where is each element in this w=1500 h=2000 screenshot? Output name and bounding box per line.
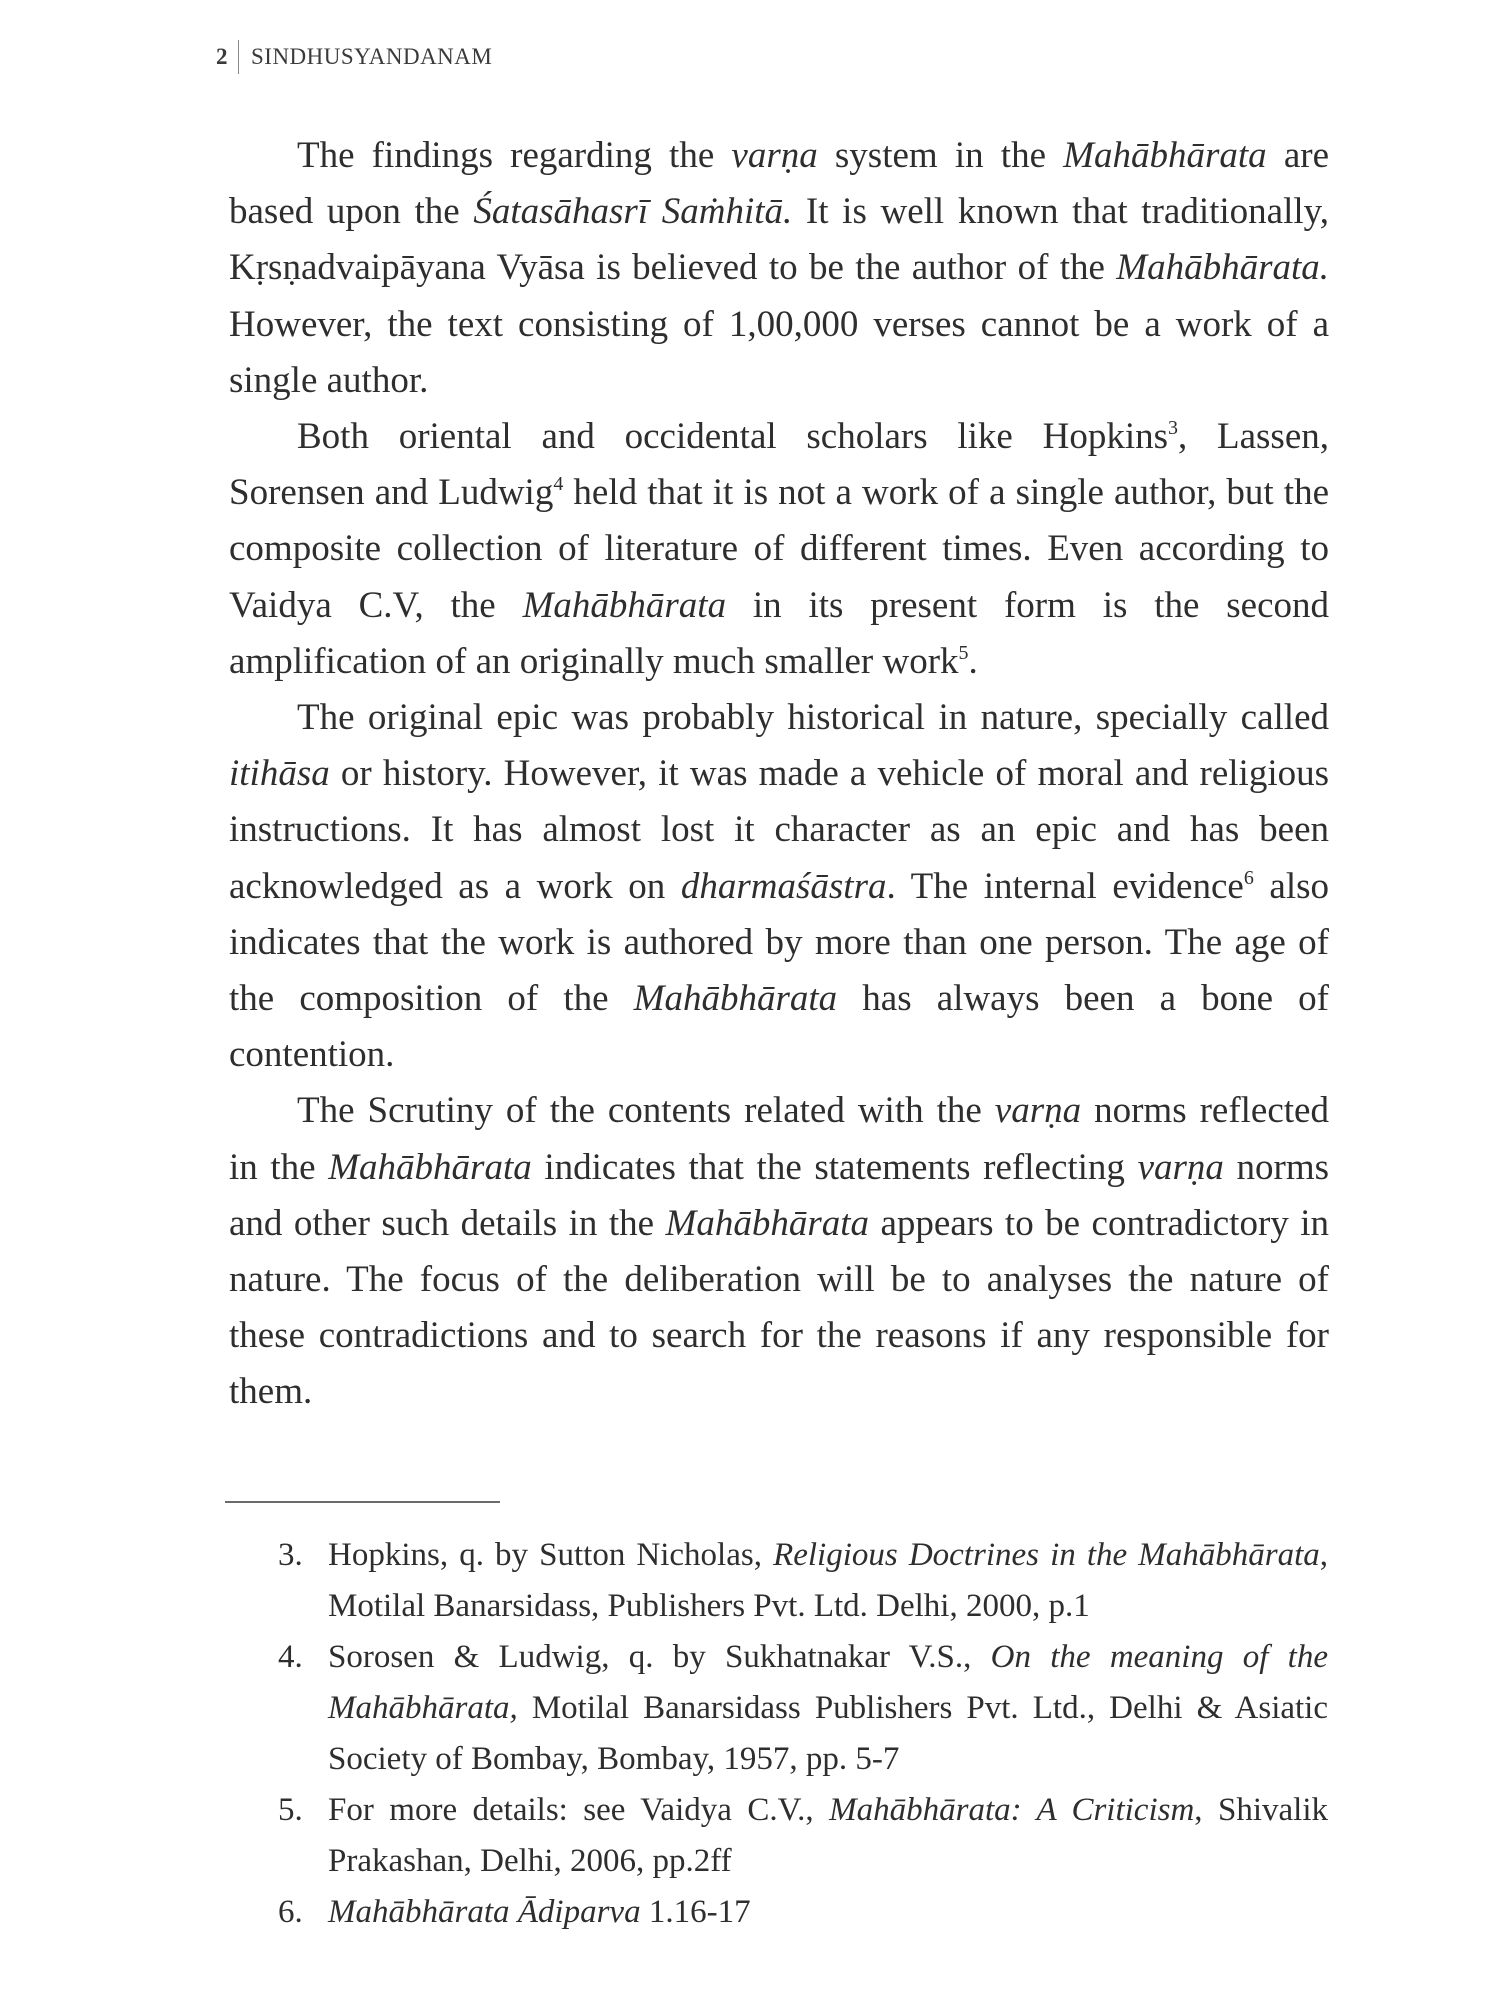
book-title: SINDHUSYANDANAM	[251, 44, 493, 69]
italic-term: Mahābhārata	[328, 1146, 532, 1188]
italic-term: On the meaning of the Mahābhārata,	[328, 1639, 1328, 1726]
footnote-reference: 4	[553, 473, 564, 496]
text-run: Hopkins, q. by Sutton Nicholas,	[328, 1537, 774, 1573]
footnote-number: 4.	[278, 1639, 303, 1675]
footnote-item	[278, 1785, 1328, 1887]
italic-term: varṇa	[994, 1090, 1082, 1132]
header-divider	[238, 40, 239, 74]
footnote-text	[328, 1632, 1328, 1785]
italic-term: itihāsa	[229, 753, 330, 795]
body-text	[229, 128, 1329, 1421]
italic-term: dharmaśāstra	[680, 865, 887, 907]
italic-term: Religious Doctrines in the Mahābhārata	[773, 1537, 1320, 1573]
text-run: The original epic was probably historical in nature, specially called	[297, 697, 1329, 739]
italic-term: Mahābhārata: A Criticism	[829, 1792, 1195, 1828]
text-run: norms reflected in the	[229, 1090, 1329, 1188]
text-run: Both oriental and occidental scholars like Hopkins	[297, 416, 1168, 458]
text-run: also indicates that the work is authored by more than one person. The age of the composition of the	[229, 865, 1329, 1020]
text-run: , Shivalik Prakashan, Delhi, 2006, pp.2ff	[328, 1792, 1328, 1879]
text-run: The findings regarding the	[297, 135, 732, 176]
text-run: held that it is not a work of a single author, but the composite collection of literature of different times. Even according to Vaidya C.V, the	[229, 472, 1329, 626]
paragraph	[229, 128, 1329, 409]
paragraph	[229, 409, 1329, 690]
footnote-separator	[225, 1501, 500, 1503]
text-run: in its present form is the second amplification of an originally much smaller work	[229, 584, 1329, 682]
italic-term: Mahābhārata	[522, 584, 727, 626]
italic-term: Mahābhārata	[1063, 135, 1267, 176]
text-run: appears to be contradictory in nature. The focus of the deliberation will be to analyses the nature of these contradictions and to search for the reasons if any responsible for them.	[229, 1202, 1329, 1413]
italic-term: varṇa	[1137, 1146, 1224, 1188]
paragraph	[229, 690, 1329, 1083]
text-run: Motilal Banarsidass Publishers Pvt. Ltd., Delhi & Asiatic Society of Bombay, Bombay, 1957, pp. 5-7	[328, 1690, 1328, 1777]
text-run: However, the text consisting of 1,00,000 verses cannot be a work of a single author.	[229, 303, 1329, 401]
text-run: norms and other such details in the	[229, 1146, 1330, 1244]
text-run: For more details: see Vaidya C.V.,	[328, 1792, 830, 1828]
text-run: or history. However, it was made a vehicle of moral and religious instructions. It has almost lost it character as an epic and has been acknowledged as a work on	[229, 753, 1329, 907]
text-run: It is well known that traditionally, Kṛsṇadvaipāyana Vyāsa is believed to be the author of the	[229, 191, 1329, 289]
page-number: 2	[216, 44, 228, 69]
footnote-item	[278, 1632, 1328, 1785]
footnote-reference: 5	[958, 641, 969, 664]
footnote-number: 6.	[278, 1894, 303, 1930]
italic-term: Mahābhārata	[633, 978, 838, 1020]
footnote-item	[278, 1530, 1328, 1632]
text-run: indicates that the statements reflecting	[531, 1146, 1138, 1188]
text-run: The Scrutiny of the contents related with the	[297, 1090, 995, 1132]
running-head	[216, 40, 492, 74]
text-run: . The internal evidence	[886, 865, 1244, 907]
text-run: , Lassen, Sorensen and Ludwig	[229, 416, 1329, 514]
text-run: Sorosen & Ludwig, q. by Sukhatnakar V.S.,	[328, 1639, 991, 1675]
footnotes	[278, 1530, 1328, 1938]
footnote-text	[328, 1530, 1328, 1632]
italic-term: Mahābhārata	[665, 1202, 870, 1244]
footnote-number: 3.	[278, 1537, 303, 1573]
footnote-reference: 6	[1243, 866, 1254, 889]
text-run: 1.16-17	[640, 1894, 751, 1930]
italic-term: varṇa	[731, 135, 818, 176]
paragraph	[229, 1083, 1329, 1420]
italic-term: Mahābhārata.	[1116, 247, 1329, 289]
italic-term: Śatasāhasrī Saṁhitā.	[473, 191, 793, 233]
footnote-text	[328, 1785, 1328, 1887]
text-run: has always been a bone of contention.	[229, 978, 1329, 1076]
footnote-reference: 3	[1168, 417, 1178, 440]
text-run: are based upon the	[229, 135, 1329, 233]
footnote-item	[278, 1887, 1328, 1938]
text-run: system in the	[817, 135, 1064, 176]
italic-term: Mahābhārata Ādiparva	[328, 1894, 641, 1930]
text-run: , Motilal Banarsidass, Publishers Pvt. Ltd. Delhi, 2000, p.1	[328, 1537, 1328, 1624]
footnote-text	[328, 1887, 1328, 1938]
text-run: .	[968, 640, 978, 682]
footnote-number: 5.	[278, 1792, 303, 1828]
